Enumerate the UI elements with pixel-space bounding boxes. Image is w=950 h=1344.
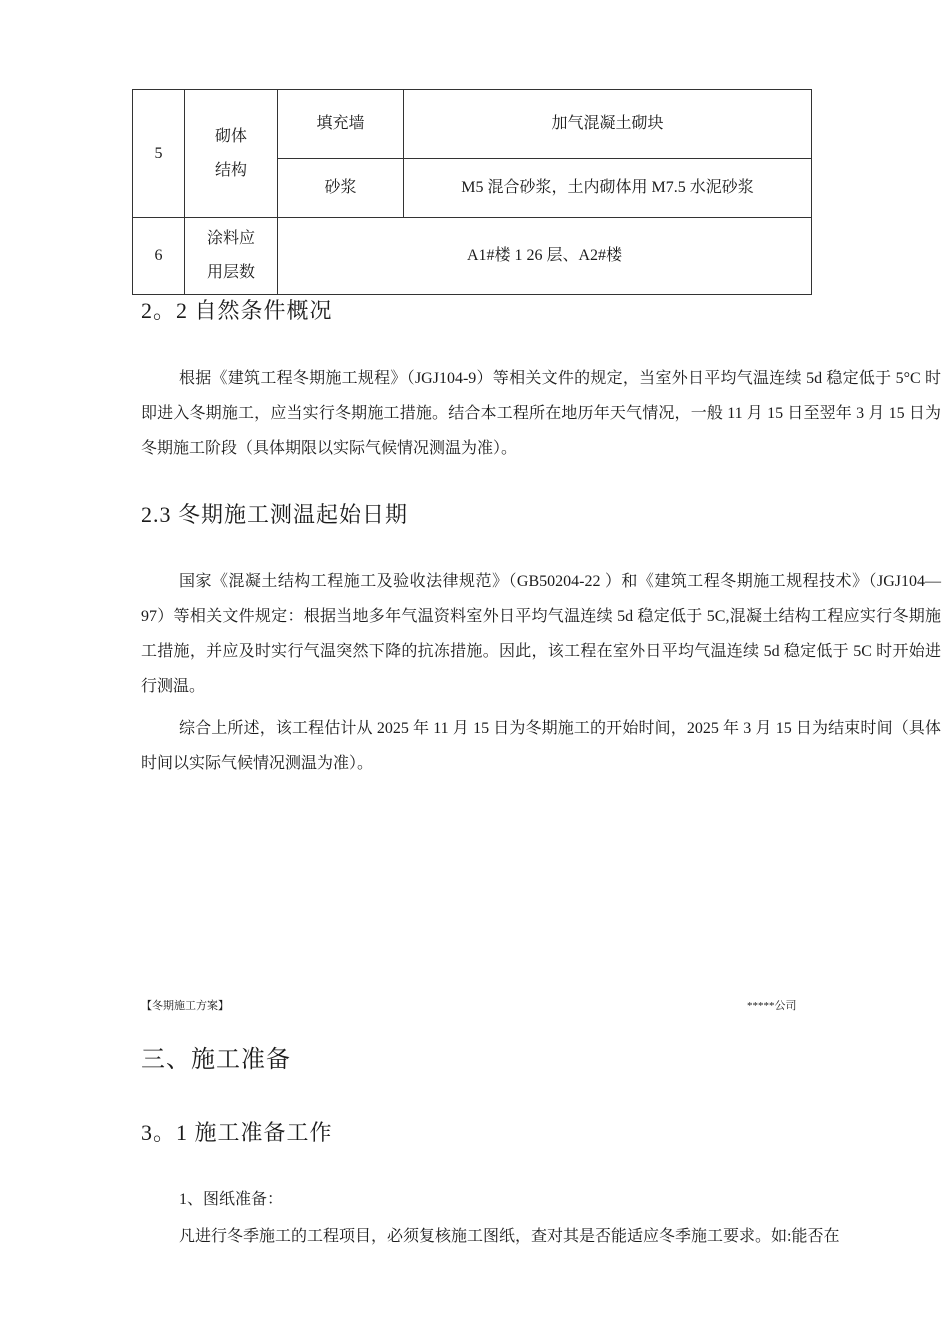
subcategory-cell: 填充墙: [278, 90, 404, 159]
category-line: 砌体: [214, 127, 247, 145]
row-number: 5: [133, 90, 185, 218]
list-item-label: 1、图纸准备：: [179, 1191, 284, 1208]
paragraph: 根据《建筑工程冬期施工规程》（JGJ104-9）等相关文件的规定，当室外日平均气温连续 5d 稳定低于 5°C 时即进入冬期施工，应当实行冬期施工措施。结合本工程所在地历年天气情况，一般 11 月 15 日至翌年 3 月 15 日为冬期施工阶段（具体期限以实际气候情况测温为准）。: [141, 370, 941, 457]
value-cell: M5 混合砂浆，土内砌体用 M7.5 水泥砂浆: [404, 159, 812, 218]
value-cell: A1#楼 1 26 层、A2#楼: [278, 218, 812, 295]
chapter-heading: 三、施工准备: [141, 1047, 291, 1073]
section-heading: 2.3 冬期施工测温起始日期: [141, 502, 409, 527]
table-row: [133, 90, 812, 159]
subcategory-cell: 砂浆: [278, 159, 404, 218]
category-line: 用层数: [206, 264, 255, 281]
paragraph: 凡进行冬季施工的工程项目，必须复核施工图纸，查对其是否能适应冬季施工要求。如:能否在: [179, 1228, 840, 1245]
category-line: 结构: [214, 161, 247, 179]
value-cell: 加气混凝土砌块: [404, 90, 812, 159]
spec-table: [132, 89, 812, 295]
section-heading: 3。1 施工准备工作: [141, 1120, 333, 1145]
table-row: [133, 218, 812, 295]
page-header-title: 【冬期施工方案】: [141, 1000, 229, 1012]
section-heading: 2。2 自然条件概况: [141, 298, 333, 323]
row-number: 6: [133, 218, 185, 295]
category-cell: [185, 218, 278, 295]
category-line: 涂料应: [206, 230, 255, 247]
page-header-company: *****公司: [747, 1000, 797, 1012]
category-cell: [185, 90, 278, 218]
paragraph: 综合上所述，该工程估计从 2025 年 11 月 15 日为冬期施工的开始时间，2025 年 3 月 15 日为结束时间（具体时间以实际气候情况测温为准）。: [141, 720, 941, 772]
paragraph: 国家《混凝土结构工程施工及验收法律规范》（GB50204-22 ）和《建筑工程冬期施工规程技术》（JGJ104—97）等相关文件规定：根据当地多年气温资料室外日平均气温连续 5d 稳定低于 5C,混凝土结构工程应实行冬期施工措施，并应及时实行气温突然下降的抗冻措施。因此，该工程在室外日平均气温连续 5d 稳定低于 5C 时开始进行测温。: [141, 573, 941, 695]
